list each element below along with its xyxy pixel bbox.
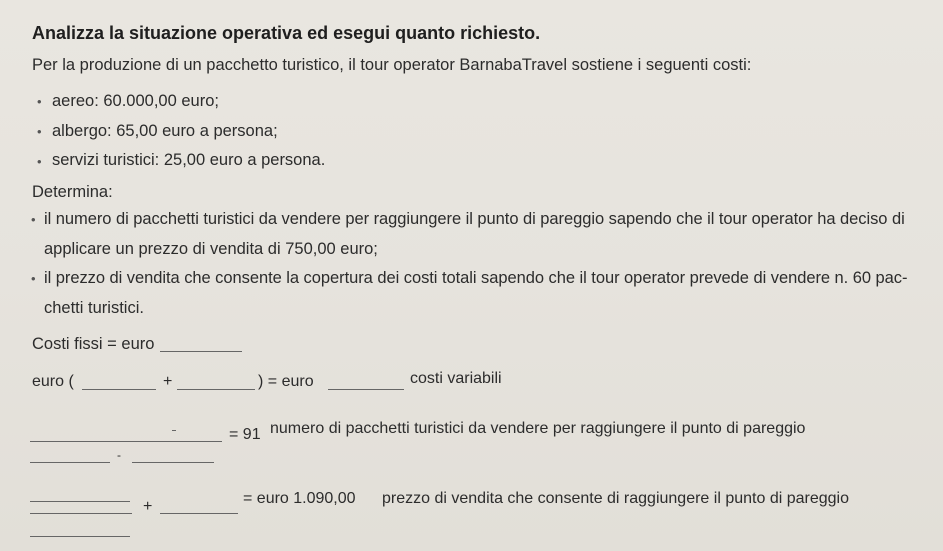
plus-sign: + [163,373,173,390]
close-equals-euro: ) = euro [258,373,314,390]
exercise-title: Analizza la situazione operativa ed esegui quanto richiesto. [32,23,541,43]
task-1-line-1: il numero di pacchetti turistici da vendere per raggiungere il punto di pareggio sapendo che il tour operator ha deciso di [44,210,905,228]
variable-costs-label: costi variabili [410,370,502,387]
equals-91: = 91 [229,426,261,443]
bullet-icon: • [37,94,42,109]
denominator-blank-2[interactable] [132,462,214,463]
price-fraction-top-blank[interactable] [30,501,130,502]
cost-item-servizi: servizi turistici: 25,00 euro a persona. [52,151,326,169]
denominator-blank-1[interactable] [30,462,110,463]
bullet-icon: • [37,154,42,169]
price-denominator-blank[interactable] [30,536,130,537]
cost-item-albergo: albergo: 65,00 euro a persona; [52,122,278,140]
price-variable-blank[interactable] [160,513,238,514]
variable-cost-blank-1[interactable] [82,389,156,390]
variable-costs-euro-open: euro ( [32,373,74,390]
task-2-line-1: il prezzo di vendita che consente la copertura dei costi totali sapendo che il tour operator prevede di vendere n. 60 pac- [44,269,908,287]
fixed-costs-label: Costi fissi = euro [32,335,155,353]
plus-sign: + [143,498,153,515]
intro-text: Per la produzione di un pacchetto turistico, il tour operator BarnabaTravel sostiene i seguenti costi: [32,56,752,74]
break-even-price-text: prezzo di vendita che consente di raggiungere il punto di pareggio [382,490,849,507]
task-1-line-2: applicare un prezzo di vendita di 750,00 euro; [44,240,378,258]
cost-item-aereo: aereo: 60.000,00 euro; [52,92,219,110]
variable-cost-blank-2[interactable] [177,389,255,390]
bullet-icon: • [31,271,36,286]
task-2-line-2: chetti turistici. [44,299,144,317]
variable-costs-result-blank[interactable] [328,389,404,390]
minus-sign: - [117,448,121,462]
fraction-numerator-blank[interactable] [30,441,222,442]
determine-label: Determina: [32,183,113,201]
bullet-icon: • [37,124,42,139]
fraction-mark [172,430,176,431]
bullet-icon: • [31,212,36,227]
break-even-quantity-text: numero di pacchetti turistici da vendere per raggiungere il punto di pareggio [270,420,806,437]
price-fraction-blank[interactable] [30,513,132,514]
equals-price: = euro 1.090,00 [243,490,356,507]
fixed-costs-blank[interactable] [160,351,242,352]
